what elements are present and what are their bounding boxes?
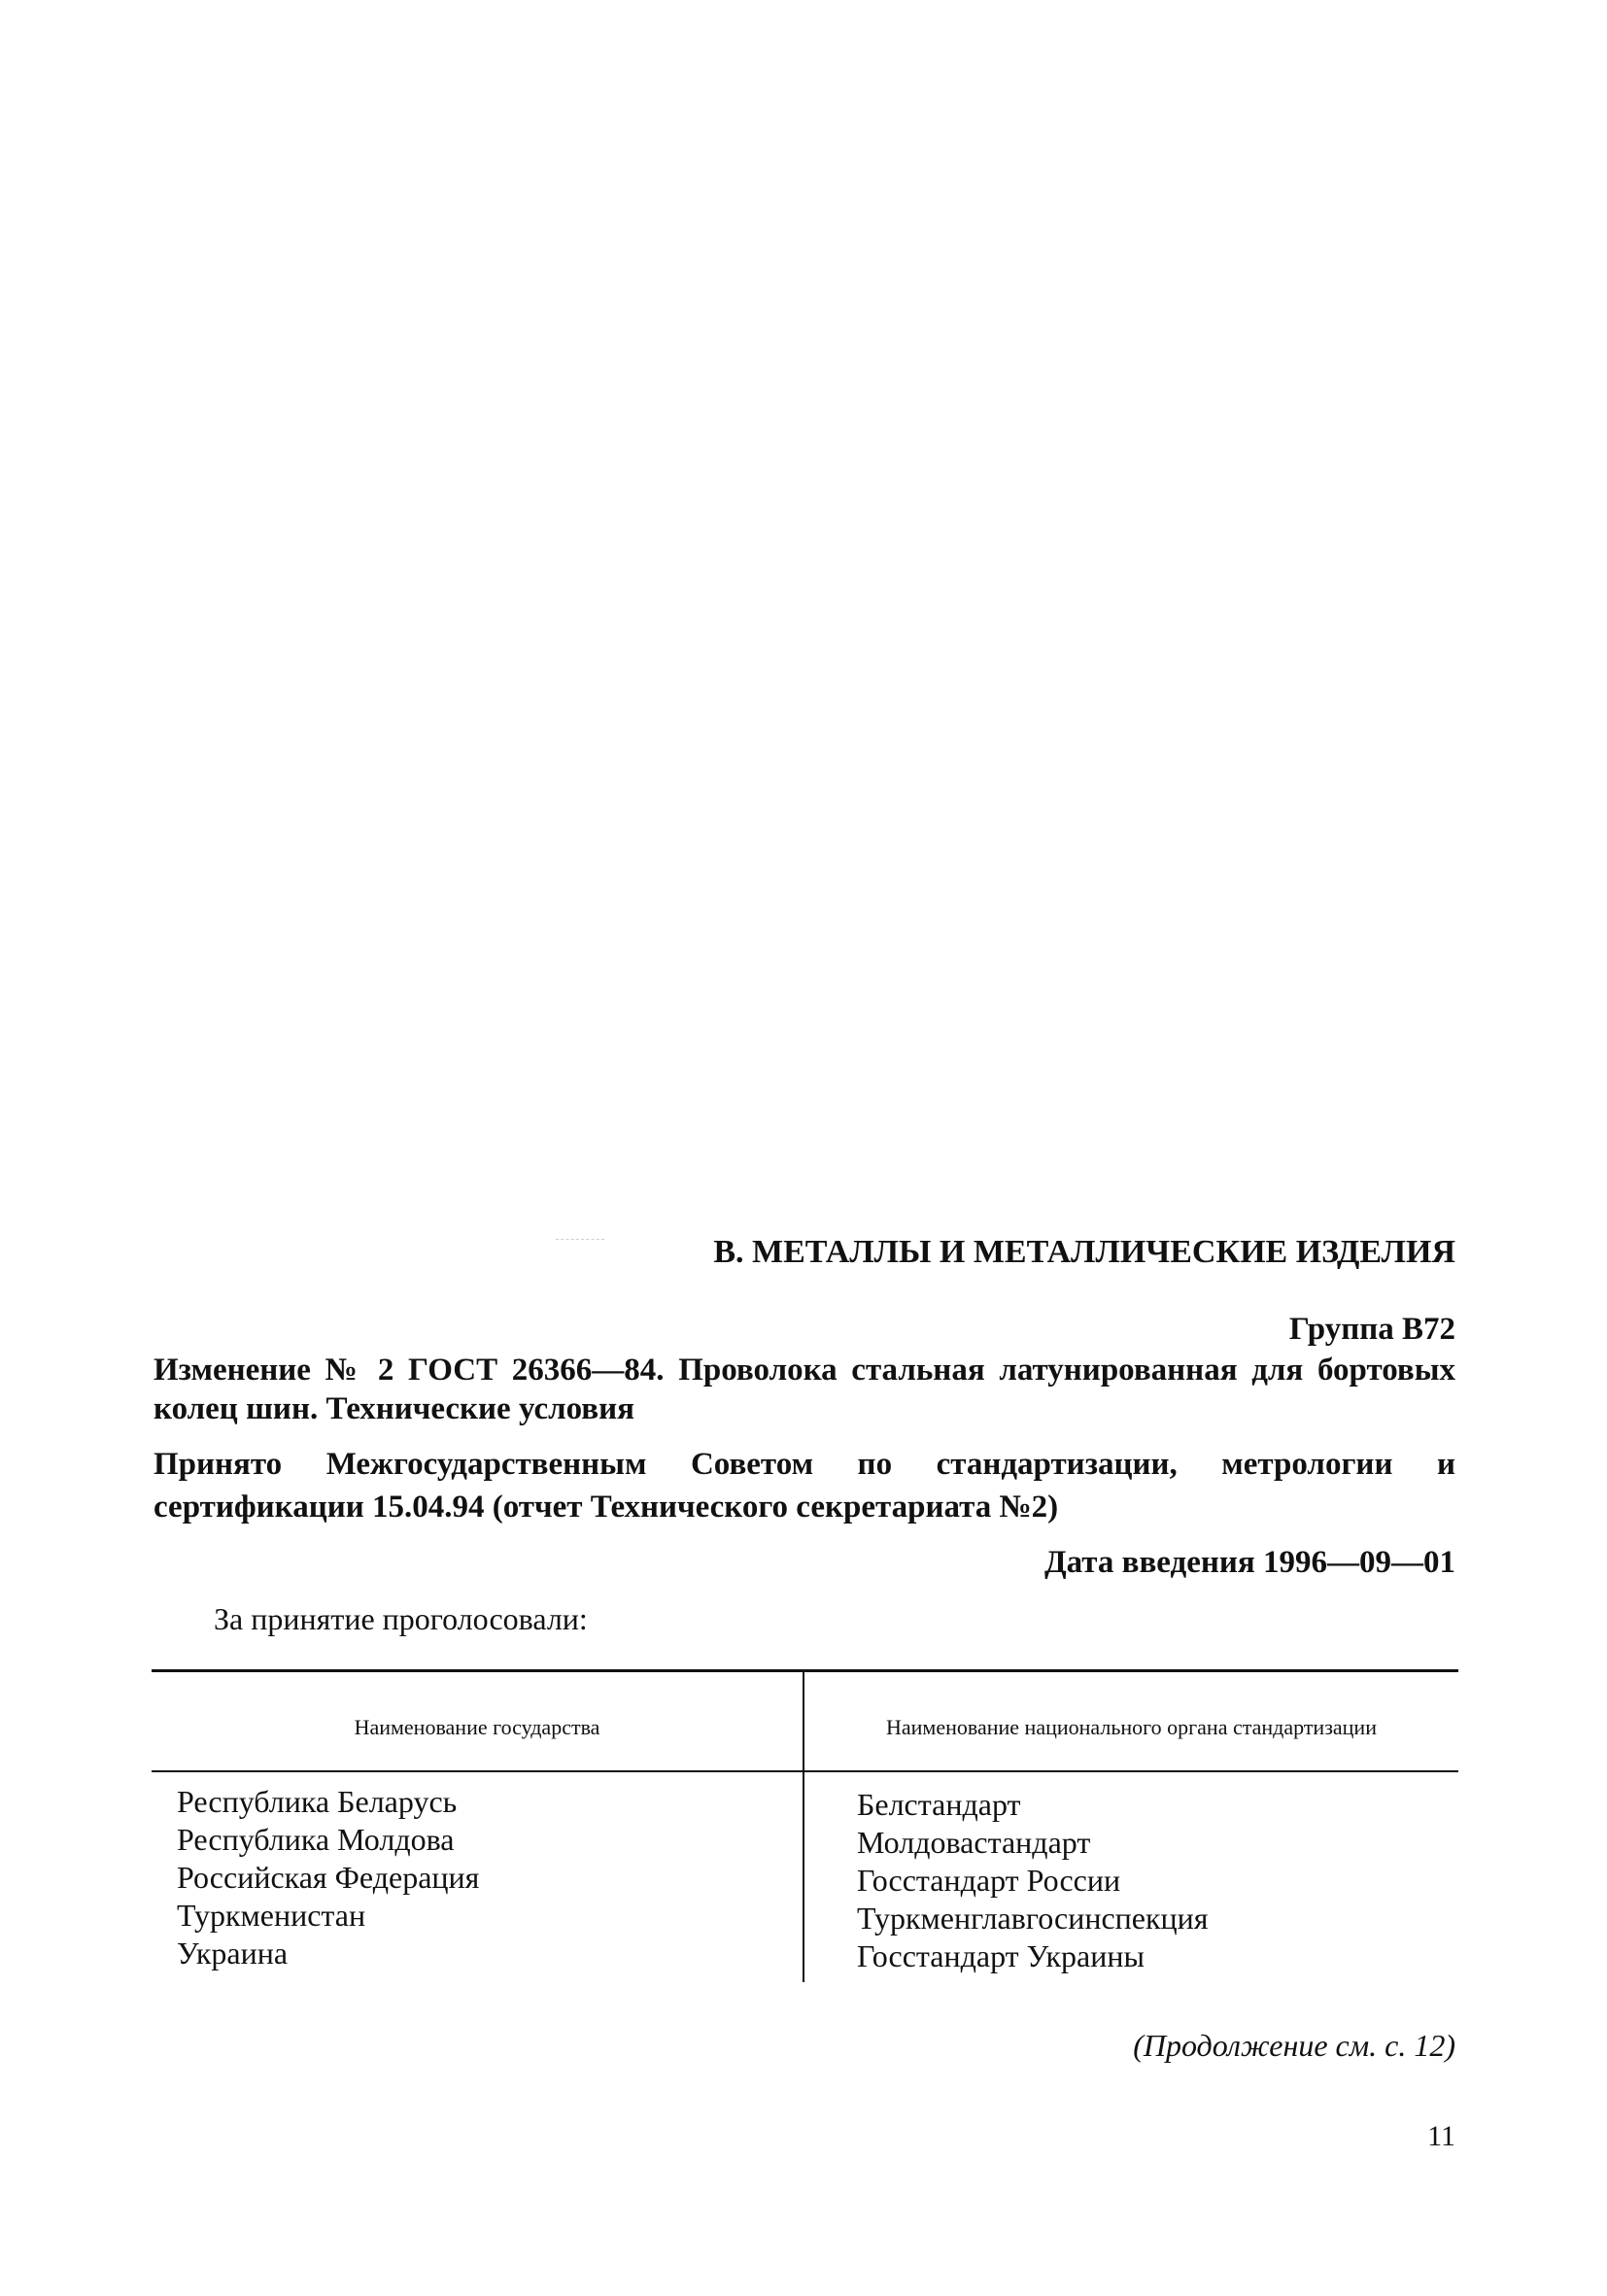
- table-cell-body: Белстандарт: [857, 1787, 1021, 1822]
- introduction-date: Дата введения 1996—09—01: [1043, 1545, 1455, 1580]
- table-cell-body: Госстандарт России: [857, 1863, 1121, 1898]
- continuation-note: (Продолжение см. с. 12): [1133, 2028, 1455, 2063]
- table-cell-body: Госстандарт Украины: [857, 1938, 1145, 1973]
- voting-table: [152, 1669, 1458, 1985]
- table-cell-state: Украина: [177, 1936, 289, 1970]
- state-column: [177, 1783, 479, 1972]
- table-cell-state: Российская Федерация: [177, 1860, 480, 1895]
- page-number: 11: [1427, 2120, 1455, 2152]
- table-cell-state: Республика Молдова: [177, 1822, 455, 1857]
- table-cell-state: Республика Беларусь: [177, 1784, 458, 1819]
- section-title: В. МЕТАЛЛЫ И МЕТАЛЛИЧЕСКИЕ ИЗДЕЛИЯ: [713, 1234, 1455, 1270]
- group-label: Группа В72: [1288, 1312, 1455, 1347]
- table-cell-body: Туркменглавгосинспекция: [857, 1901, 1209, 1936]
- table-header-body: Наименование национального органа стандартизации: [886, 1715, 1377, 1739]
- body-column: [857, 1786, 1208, 1975]
- adopted-by-text: Принято Межгосударственным Советом по стандартизации, метрологии и сертификации 15.04.94 (отчет Технического секретариата №2): [154, 1447, 1455, 1525]
- table-header-rule: [152, 1770, 1458, 1772]
- amendment-title: Изменение № 2 ГОСТ 26366—84. Проволока стальная латунированная для бортовых колец шин. Технические условия: [154, 1353, 1455, 1426]
- table-header-state: Наименование государства: [354, 1715, 600, 1739]
- table-cell-state: Туркменистан: [177, 1898, 366, 1933]
- table-top-rule: [152, 1669, 1458, 1672]
- voted-label: За принятие проголосовали:: [214, 1601, 588, 1636]
- table-cell-body: Молдовастандарт: [857, 1825, 1091, 1860]
- scan-speck: [556, 1239, 604, 1240]
